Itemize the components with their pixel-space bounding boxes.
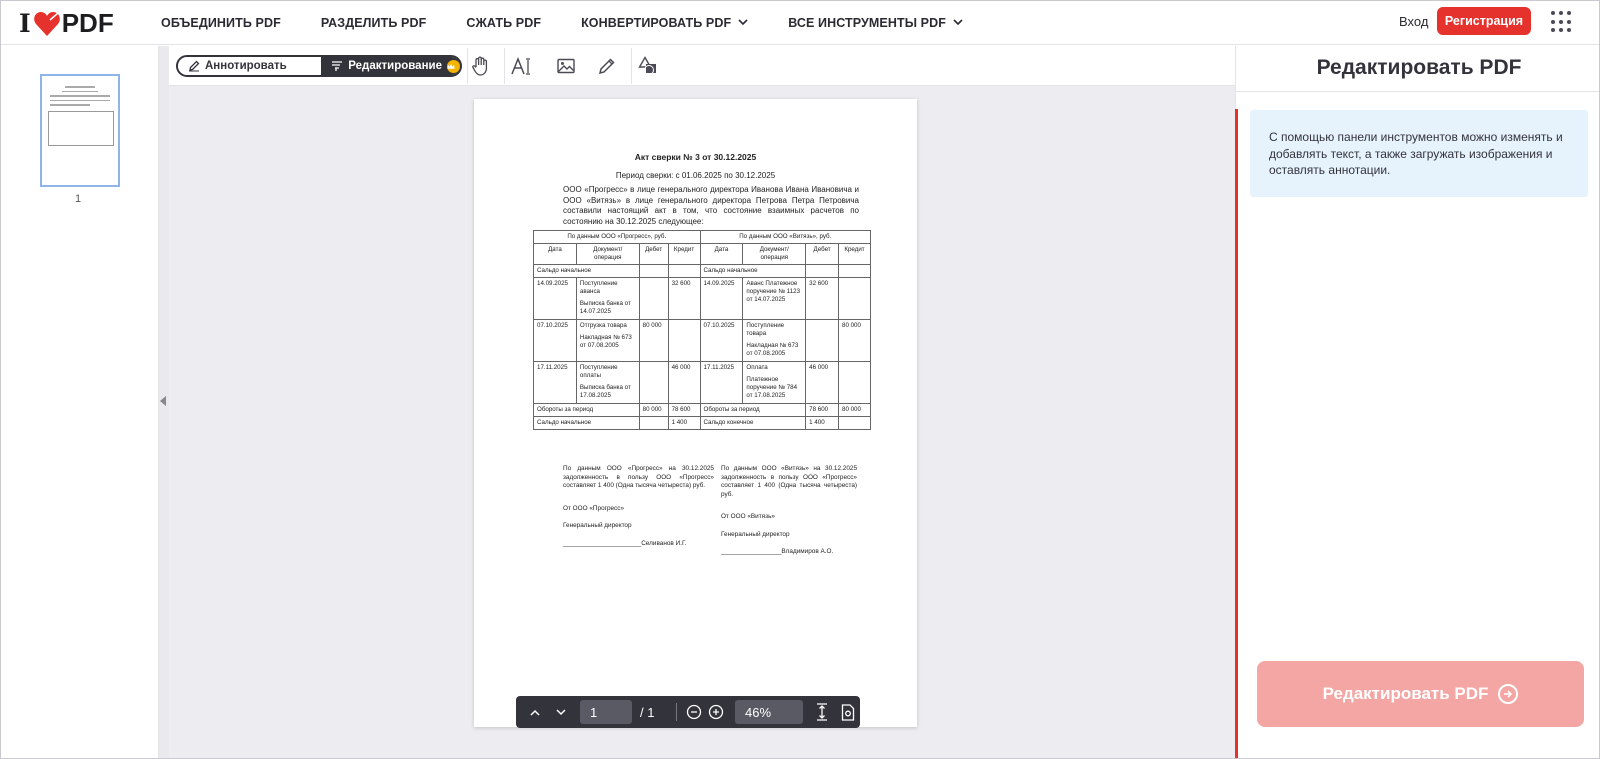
table-cell: 78 600: [668, 404, 700, 417]
nav-label: КОНВЕРТИРОВАТЬ PDF: [581, 16, 732, 30]
ilovepdf-logo[interactable]: [19, 8, 114, 39]
annotate-mode-tab[interactable]: [178, 57, 321, 75]
table-cell: [576, 320, 639, 362]
panel-divider: [1236, 91, 1600, 92]
table-cell: Обороты за период: [700, 404, 806, 417]
zoom-in-icon[interactable]: [705, 701, 727, 723]
cell-line: Оплата: [746, 364, 768, 371]
table-cell: 80 000: [639, 404, 668, 417]
panel-title: Редактировать PDF: [1316, 56, 1522, 79]
draw-pencil-icon[interactable]: [595, 54, 619, 78]
reconciliation-table: [533, 230, 871, 430]
pencil-icon: [188, 60, 200, 72]
document-workspace: [169, 46, 1235, 759]
table-row: [534, 320, 871, 362]
table-row: [534, 231, 871, 244]
heart-icon: [33, 11, 61, 37]
previous-page-chevron-up-icon[interactable]: [524, 701, 546, 723]
nav-label: СЖАТЬ PDF: [466, 16, 542, 30]
thumbnail-preview: [50, 86, 110, 109]
signature-from: От ООО «Прогресс»: [563, 504, 625, 512]
table-cell: [639, 265, 668, 278]
premium-crown-icon: [447, 60, 460, 73]
add-text-icon[interactable]: [510, 54, 534, 78]
table-cell: [639, 417, 668, 430]
panel-accent-line: [1235, 109, 1238, 759]
table-cell: 07.10.2025: [534, 320, 577, 362]
arrow-right-circle-icon: [1498, 684, 1518, 704]
signature-statement: По данным ООО «Витязь» на 30.12.2025 задолженность в пользу ООО «Прогресс» составляет 1 400 (Одна тысяча четыреста) руб.: [721, 465, 857, 498]
table-cell: Дебет: [806, 244, 839, 265]
table-cell: Дата: [700, 244, 743, 265]
signature-from: От ООО «Витязь»: [721, 513, 775, 520]
table-cell: По данным ООО «Прогресс», руб.: [534, 231, 701, 244]
table-cell: [576, 278, 639, 320]
shapes-icon[interactable]: [637, 54, 661, 78]
page-number-input[interactable]: 1: [580, 700, 632, 724]
table-row: [534, 362, 871, 404]
cell-line: Выписка банка от 17.08.2025: [579, 384, 631, 399]
nav-merge-pdf[interactable]: [161, 16, 281, 30]
table-cell: [839, 417, 871, 430]
signature-line: _________________Владимиров А.О.: [721, 548, 834, 555]
table-row: [534, 404, 871, 417]
table-cell: 17.11.2025: [534, 362, 577, 404]
table-cell: Сальдо конечное: [700, 417, 806, 430]
page-total: / 1: [640, 704, 655, 720]
edit-pdf-panel: [1235, 46, 1600, 759]
page-thumbnails-sidebar: [1, 46, 159, 759]
chevron-down-icon: [738, 18, 748, 29]
nav-label: ВСЕ ИНСТРУМЕНТЫ PDF: [788, 16, 946, 30]
next-page-chevron-down-icon[interactable]: [550, 701, 572, 723]
edit-pdf-button[interactable]: [1257, 661, 1584, 727]
info-message: С помощью панели инструментов можно изменять и добавлять текст, а также загружать изображения и оставлять аннотации.: [1250, 110, 1588, 197]
table-cell: 80 000: [639, 320, 668, 362]
table-cell: [743, 362, 806, 404]
toolbar-divider: [504, 48, 505, 84]
signature-block-left: [563, 465, 714, 557]
table-cell: [839, 278, 871, 320]
document-period: Период сверки: с 01.06.2025 по 30.12.2025: [615, 171, 776, 180]
edit-mode-tab[interactable]: [321, 57, 460, 75]
table-cell: [576, 362, 639, 404]
table-cell: Документ/ операция: [743, 244, 806, 265]
signature-role: Генеральный директор: [721, 530, 790, 538]
collapse-arrow-icon: [160, 396, 166, 406]
table-cell: 14.09.2025: [534, 278, 577, 320]
table-cell: [639, 362, 668, 404]
editor-toolbar: [169, 46, 1235, 86]
zoom-out-icon[interactable]: [683, 701, 705, 723]
document-intro: ООО «Прогресс» в лице генерального директора Иванова Ивана Ивановича и ООО «Витязь» в лице генерального директора Петрова Петра Петровича составили настоящий акт в том, что состояние взаимных расчетов по состоянию на 30.12.2025 следующее:: [563, 185, 859, 226]
chevron-down-icon: [953, 18, 963, 29]
nav-label: ОБЪЕДИНИТЬ PDF: [161, 16, 281, 30]
table-cell: 80 000: [839, 404, 871, 417]
cell-line: Платежное поручение № 784 от 17.08.2025: [746, 376, 798, 399]
signature-role: Генеральный директор: [563, 522, 632, 529]
apps-grid-icon[interactable]: [1551, 11, 1573, 33]
table-cell: [743, 320, 806, 362]
document-title: Акт сверки № 3 от 30.12.2025: [634, 152, 757, 162]
table-cell: Дебет: [639, 244, 668, 265]
table-row: [534, 278, 871, 320]
cell-line: Поступление оплаты: [579, 364, 618, 379]
table-cell: Сальдо начальное: [700, 265, 806, 278]
fit-height-icon[interactable]: [811, 701, 833, 723]
login-link[interactable]: Вход: [1399, 14, 1429, 29]
cell-line: Поступление товара: [746, 322, 785, 337]
edit-label: Редактирование: [348, 60, 442, 72]
table-cell: Кредит: [668, 244, 700, 265]
table-row: [534, 265, 871, 278]
signature-statement: По данным ООО «Прогресс» на 30.12.2025 задолженность в пользу ООО «Прогресс» составляет 1 400 (Одна тысяча четыреста) руб.: [563, 465, 714, 489]
nav-label: РАЗДЕЛИТЬ PDF: [320, 16, 427, 30]
pdf-page[interactable]: [474, 99, 917, 727]
text-lines-icon: [331, 61, 343, 71]
page-thumbnail[interactable]: [40, 74, 120, 187]
thumbnail-page-number: 1: [75, 193, 82, 205]
signature-line: ______________________Селиванов И.Г.: [563, 539, 687, 547]
table-cell: [668, 320, 700, 362]
page-navigation-bar: [516, 696, 860, 728]
edit-pdf-button-label: Редактировать PDF: [1322, 684, 1489, 703]
main-nav: [161, 1, 1003, 45]
table-cell: [639, 278, 668, 320]
annotate-label: Аннотировать: [205, 60, 287, 72]
table-cell: 1 400: [806, 417, 839, 430]
table-cell: 17.11.2025: [700, 362, 743, 404]
table-cell: [806, 265, 839, 278]
table-cell: 1 400: [668, 417, 700, 430]
cell-line: Отгрузка товара: [579, 322, 627, 329]
register-button[interactable]: Регистрация: [1437, 7, 1531, 35]
toolbar-divider: [467, 48, 468, 84]
table-cell: Документ/ операция: [576, 244, 639, 265]
table-cell: Сальдо начальное: [534, 265, 640, 278]
table-cell: [806, 320, 839, 362]
cell-line: Поступление аванса: [579, 280, 618, 295]
logo-text-pdf: PDF: [61, 8, 114, 38]
table-cell: 46 000: [668, 362, 700, 404]
page-settings-icon[interactable]: [837, 701, 859, 723]
table-cell: Обороты за период: [534, 404, 640, 417]
hand-pan-icon[interactable]: [469, 54, 493, 78]
nav-compress-pdf[interactable]: [466, 16, 541, 30]
table-cell: Кредит: [839, 244, 871, 265]
table-cell: Сальдо начальное: [534, 417, 640, 430]
table-cell: 07.10.2025: [700, 320, 743, 362]
table-cell: [668, 265, 700, 278]
cell-line: Накладная № 673 от 07.08.2005: [746, 342, 799, 357]
nav-convert-pdf[interactable]: [581, 16, 748, 30]
table-cell: Дата: [534, 244, 577, 265]
table-cell: [839, 265, 871, 278]
signature-block-right: [721, 465, 857, 566]
cell-line: Выписка банка от 14.07.2025: [579, 300, 631, 315]
thumbnail-table-preview: [48, 111, 114, 146]
table-cell: 78 600: [806, 404, 839, 417]
nav-all-tools[interactable]: [788, 16, 963, 30]
toolbar-divider: [631, 48, 632, 84]
table-row: [534, 244, 871, 265]
top-navigation-bar: [1, 1, 1599, 45]
nav-split-pdf[interactable]: [321, 16, 427, 30]
mode-switch[interactable]: [176, 55, 462, 77]
logo-text-i: I: [19, 9, 32, 38]
table-cell: 32 600: [806, 278, 839, 320]
table-row: [534, 417, 871, 430]
table-cell: Аванс Платежное поручение № 1123 от 14.07.2025: [743, 278, 806, 320]
table-cell: 80 000: [839, 320, 871, 362]
add-image-icon[interactable]: [554, 54, 578, 78]
table-cell: 14.09.2025: [700, 278, 743, 320]
table-cell: По данным ООО «Витязь», руб.: [700, 231, 871, 244]
table-cell: [839, 362, 871, 404]
table-cell: 46 000: [806, 362, 839, 404]
sidebar-collapse-handle[interactable]: [159, 46, 169, 759]
table-cell: 32 600: [668, 278, 700, 320]
pager-divider: [676, 703, 677, 721]
zoom-level-field[interactable]: 46%: [735, 700, 803, 724]
cell-line: Накладная № 673 от 07.08.2005: [579, 334, 632, 349]
